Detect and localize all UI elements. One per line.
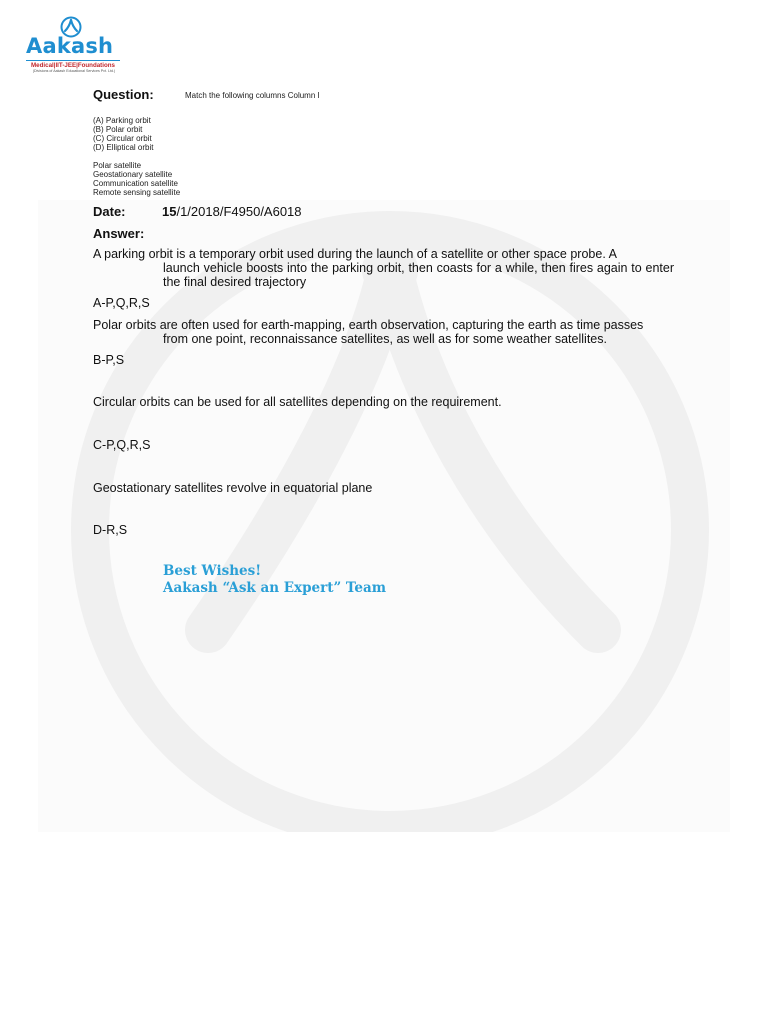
list-item: (C) Circular orbit — [93, 134, 152, 143]
logo-tagline: Medical|IIT-JEE|Foundations — [26, 60, 120, 69]
date-value — [162, 204, 302, 219]
logo-wordmark: Aakash — [26, 34, 114, 58]
list-item: (D) Elliptical orbit — [93, 143, 154, 152]
closing-wishes: Best Wishes! — [163, 563, 262, 579]
logo-subtitle: (Divisions of Aakash Educational Services Pvt. Ltd.) — [32, 69, 116, 73]
question-text: Match the following columns Column I — [185, 91, 320, 100]
date-rest: /1/2018/F4950/A6018 — [176, 204, 302, 219]
date-label: Date: — [93, 204, 126, 219]
list-item: (B) Polar orbit — [93, 125, 143, 134]
answer-paragraph-3: Circular orbits can be used for all satellites depending on the requirement. — [93, 395, 502, 409]
list-item: Remote sensing satellite — [93, 188, 181, 197]
aakash-watermark-icon — [38, 200, 730, 832]
list-item: Geostationary satellite — [93, 170, 173, 179]
answer-paragraph-2 — [93, 318, 674, 346]
answer-match-a: A-P,Q,R,S — [93, 296, 150, 310]
date-day: 15 — [162, 204, 177, 219]
answer-match-d: D-R,S — [93, 523, 128, 537]
answer-paragraph-4: Geostationary satellites revolve in equatorial plane — [93, 481, 373, 495]
list-item: (A) Parking orbit — [93, 116, 151, 125]
answer-paragraph-1 — [93, 247, 674, 289]
answer-match-c: C-P,Q,R,S — [93, 438, 151, 452]
aakash-logo — [24, 16, 124, 76]
column-1-list — [93, 116, 153, 152]
answer-label: Answer: — [93, 226, 145, 241]
watermark-area — [38, 200, 730, 832]
paragraph-line: A parking orbit is a temporary orbit used during the launch of a satellite or other space probe. A — [93, 247, 617, 261]
column-2-list — [93, 161, 180, 197]
paragraph-continuation: launch vehicle boosts into the parking orbit, then coasts for a while, then fires again to enter the final desired trajectory — [163, 261, 674, 289]
paragraph-line: Polar orbits are often used for earth-mapping, earth observation, capturing the earth as time passes — [93, 318, 644, 332]
closing-team: Aakash “Ask an Expert” Team — [163, 580, 387, 596]
list-item: Communication satellite — [93, 179, 178, 188]
paragraph-continuation: from one point, reconnaissance satellites, as well as for some weather satellites. — [163, 332, 607, 346]
list-item: Polar satellite — [93, 161, 142, 170]
answer-match-b: B-P,S — [93, 353, 125, 367]
question-label: Question: — [93, 87, 154, 102]
